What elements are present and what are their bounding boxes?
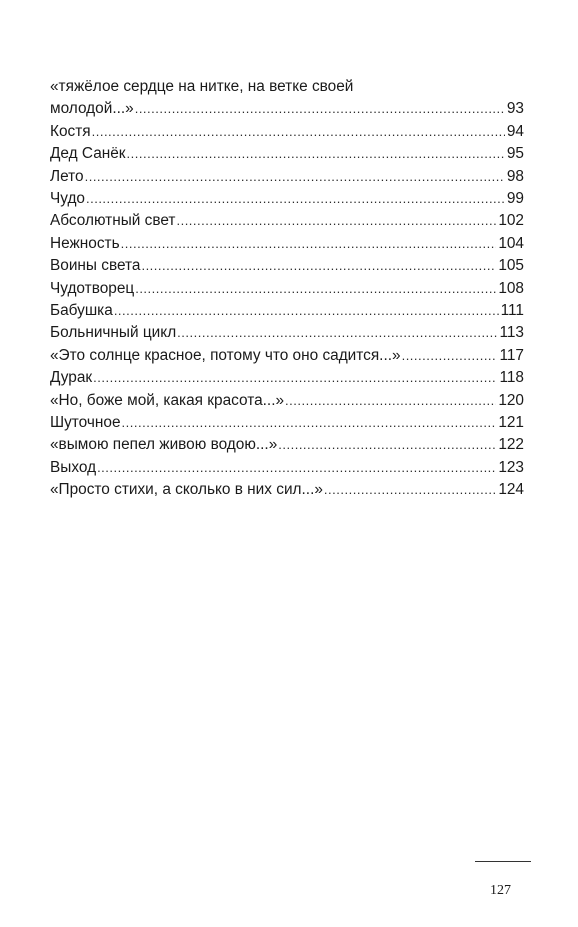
toc-entry [50, 121, 524, 143]
toc-entry-page: 95 [506, 145, 524, 163]
toc-entry-title: Нежность [50, 234, 120, 252]
toc-entry [50, 457, 524, 479]
toc-entry [50, 300, 524, 322]
toc-entry-title: Лето [50, 167, 84, 185]
toc-entry-page: 111 [500, 301, 524, 319]
toc-entry-title: Чудо [50, 189, 85, 207]
toc-entry-page: 99 [506, 189, 524, 207]
dot-leader [141, 255, 496, 277]
toc-entry-title: Абсолютный свет [50, 212, 176, 230]
table-of-contents [50, 76, 524, 501]
toc-entry-title: Чудотворец [50, 279, 135, 297]
toc-entry-title-line: «тяжёлое сердце на нитке, на ветке своей [50, 78, 354, 95]
toc-entry [50, 76, 524, 121]
toc-entry [50, 143, 524, 165]
toc-entry-page: 105 [498, 257, 524, 275]
toc-entry-page: 118 [499, 369, 524, 387]
dot-leader [177, 322, 497, 344]
toc-entry-page: 124 [498, 481, 524, 499]
toc-entry [50, 345, 524, 367]
toc-entry [50, 255, 524, 277]
dot-leader [122, 412, 497, 434]
dot-leader [135, 98, 505, 120]
toc-entry-page: 113 [499, 324, 524, 342]
toc-entry-title: Больничный цикл [50, 324, 177, 342]
toc-entry-page: 98 [506, 167, 524, 185]
toc-entry [50, 479, 524, 501]
toc-entry-title: Шуточное [50, 413, 121, 431]
dot-leader [97, 457, 496, 479]
dot-leader [127, 143, 505, 165]
toc-entry-page: 117 [499, 346, 524, 364]
toc-entry [50, 390, 524, 412]
footer-rule [475, 861, 531, 862]
toc-entry-title: «вымою пепел живою водою...» [50, 436, 278, 454]
toc-entry [50, 322, 524, 344]
toc-entry [50, 412, 524, 434]
dot-leader [114, 300, 499, 322]
dot-leader [135, 278, 496, 300]
toc-entry [50, 188, 524, 210]
toc-entry-page: 121 [498, 413, 524, 431]
dot-leader [278, 434, 496, 456]
dot-leader [85, 166, 505, 188]
toc-entry-title: «Это солнце красное, потому что оно садится...» [50, 346, 401, 364]
toc-entry [50, 434, 524, 456]
toc-entry-title: Бабушка [50, 301, 113, 319]
toc-entry-page: 108 [498, 279, 524, 297]
toc-entry-title: Выход [50, 458, 97, 476]
toc-entry-page: 122 [498, 436, 524, 454]
dot-leader [86, 188, 505, 210]
toc-entry-title: Воины света [50, 257, 141, 275]
dot-leader [121, 233, 497, 255]
toc-entry-page: 120 [498, 391, 524, 409]
toc-entry [50, 367, 524, 389]
dot-leader [324, 479, 496, 501]
toc-entry-page: 93 [506, 100, 524, 118]
dot-leader [176, 210, 496, 232]
dot-leader [93, 367, 497, 389]
toc-entry-title: «Но, боже мой, какая красота...» [50, 391, 285, 409]
toc-entry-title: «Просто стихи, а сколько в них сил...» [50, 481, 323, 499]
toc-entry-page: 102 [498, 212, 524, 230]
dot-leader [92, 121, 505, 143]
toc-entry-page: 94 [506, 122, 524, 140]
toc-entry-page: 104 [498, 234, 524, 252]
toc-entry [50, 278, 524, 300]
toc-entry [50, 166, 524, 188]
toc-entry [50, 210, 524, 232]
toc-entry-page: 123 [498, 458, 524, 476]
toc-entry-title: Костя [50, 122, 91, 140]
dot-leader [402, 345, 498, 367]
toc-entry [50, 233, 524, 255]
toc-entry-title: Дурак [50, 369, 93, 387]
toc-entry-title: молодой...» [50, 100, 134, 118]
page-number: 127 [490, 883, 511, 898]
dot-leader [285, 390, 496, 412]
toc-entry-title: Дед Санёк [50, 145, 126, 163]
